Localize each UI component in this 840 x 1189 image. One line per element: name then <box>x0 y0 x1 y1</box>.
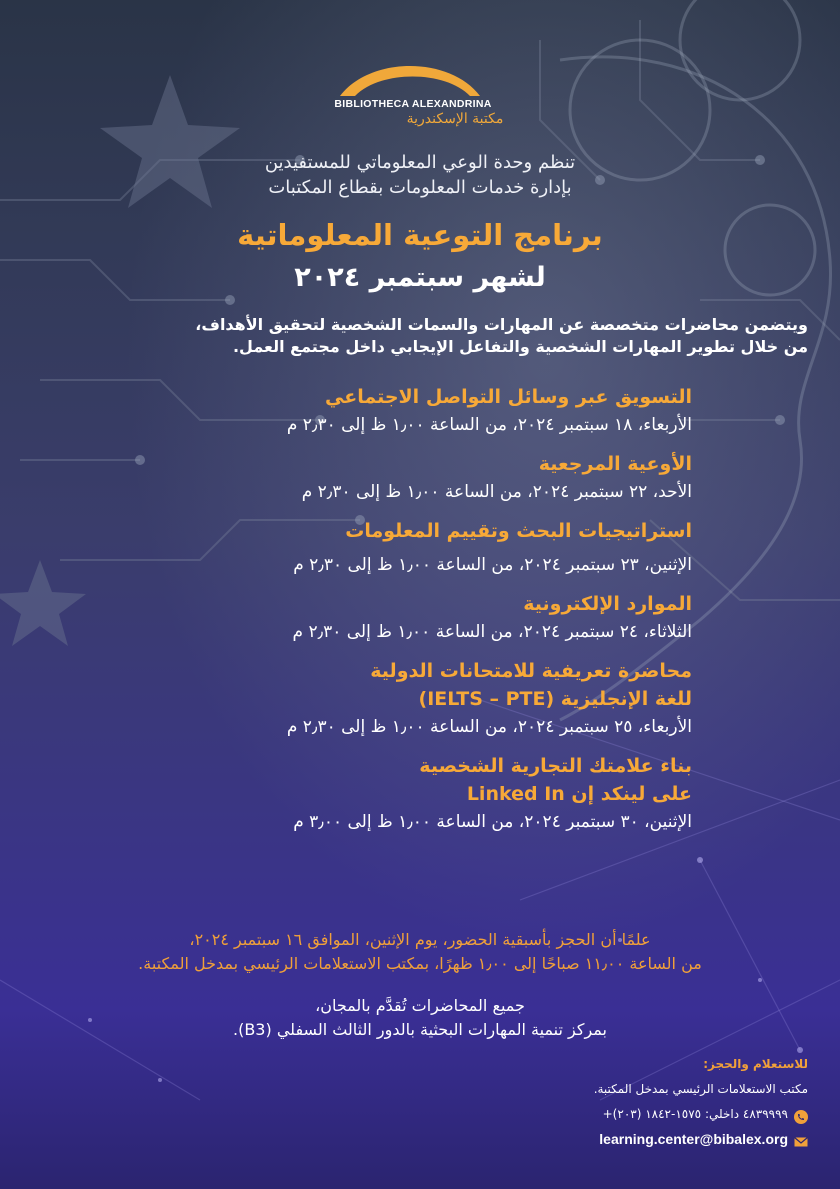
event-item <box>12 657 692 741</box>
event-date: الإثنين، ٢٣ سبتمبر ٢٠٢٤، من الساعة ١٫٠٠ ظ إلى ٢٫٣٠ م <box>293 555 692 575</box>
booking-note-line-2: من الساعة ١١٫٠٠ صباحًا إلى ١٫٠٠ ظهرًا، بمكتب الاستعلامات الرئيسي بمدخل المكتبة. <box>138 954 702 973</box>
event-list <box>12 383 692 847</box>
description-line-2: من خلال تطوير المهارات الشخصية والتفاعل الإيجابي داخل مجتمع العمل. <box>232 337 808 356</box>
program-subtitle: لشهر سبتمبر ٢٠٢٤ <box>294 262 546 293</box>
event-subtitle: على لينكد إن Linked In <box>466 783 692 805</box>
event-item <box>12 590 692 646</box>
logo-arc-icon <box>300 48 520 98</box>
intro-line-2: بإدارة خدمات المعلومات بقطاع المكتبات <box>268 177 572 198</box>
program-title: برنامج التوعية المعلوماتية <box>237 218 603 252</box>
phone-icon <box>794 1108 808 1122</box>
event-date: الأحد، ٢٢ سبتمبر ٢٠٢٤، من الساعة ١٫٠٠ ظ إلى ٢٫٣٠ م <box>301 482 692 502</box>
event-date: الإثنين، ٣٠ سبتمبر ٢٠٢٤، من الساعة ١٫٠٠ ظ إلى ٣٫٠٠ م <box>293 812 692 832</box>
intro-text <box>0 150 840 200</box>
event-item <box>12 752 692 836</box>
booking-note <box>0 928 840 976</box>
contact-office: مكتب الاستعلامات الرئيسي بمدخل المكتبة. <box>593 1082 808 1096</box>
contact-info <box>388 1052 808 1152</box>
contact-label: للاستعلام والحجز: <box>703 1057 808 1071</box>
event-title: بناء علامتك التجارية الشخصية <box>419 755 692 777</box>
free-note-line-1: جميع المحاضرات تُقدَّم بالمجان، <box>315 996 525 1015</box>
intro-line-1: تنظم وحدة الوعي المعلوماتي للمستفيدين <box>264 152 576 173</box>
event-title: الأوعية المرجعية <box>538 453 692 475</box>
event-title: الموارد الإلكترونية <box>523 593 692 615</box>
free-note-line-2: بمركز تنمية المهارات البحثية بالدور الثالث السفلي (B3). <box>233 1020 607 1039</box>
event-title: استراتيجيات البحث وتقييم المعلومات <box>345 520 692 542</box>
contact-email[interactable]: learning.center@bibalex.org <box>599 1131 788 1147</box>
event-date: الأربعاء، ٢٥ سبتمبر ٢٠٢٤، من الساعة ١٫٠٠ ظ إلى ٢٫٣٠ م <box>286 717 692 737</box>
description-line-1: ويتضمن محاضرات متخصصة عن المهارات والسمات الشخصية لتحقيق الأهداف، <box>195 315 808 334</box>
contact-email-row <box>388 1127 808 1152</box>
contact-phone[interactable]: +(٢٠٣) ٤٨٣٩٩٩٩ داخلي: ١٥٧٥-١٨٤٢ <box>602 1107 788 1121</box>
event-item <box>12 450 692 506</box>
logo-arabic-name: مكتبة الإسكندرية <box>406 111 504 127</box>
event-subtitle: للغة الإنجليزية (IELTS – PTE) <box>418 688 692 710</box>
logo-english-name: BIBLIOTHECA ALEXANDRINA <box>334 98 492 110</box>
event-title: محاضرة تعريفية للامتحانات الدولية <box>370 660 692 682</box>
program-description <box>28 314 808 358</box>
free-lectures-note <box>0 994 840 1042</box>
event-item <box>12 383 692 439</box>
event-title: التسويق عبر وسائل التواصل الاجتماعي <box>325 386 692 408</box>
event-item <box>12 517 692 579</box>
contact-phone-row <box>388 1102 808 1127</box>
envelope-icon <box>794 1133 808 1147</box>
logo <box>300 48 520 138</box>
booking-note-line-1: علمًا أن الحجز بأسبقية الحضور، يوم الإثنين، الموافق ١٦ سبتمبر ٢٠٢٤، <box>189 930 651 949</box>
event-date: الثلاثاء، ٢٤ سبتمبر ٢٠٢٤، من الساعة ١٫٠٠ ظ إلى ٢٫٣٠ م <box>292 622 692 642</box>
event-date: الأربعاء، ١٨ سبتمبر ٢٠٢٤، من الساعة ١٫٠٠ ظ إلى ٢٫٣٠ م <box>286 415 692 435</box>
